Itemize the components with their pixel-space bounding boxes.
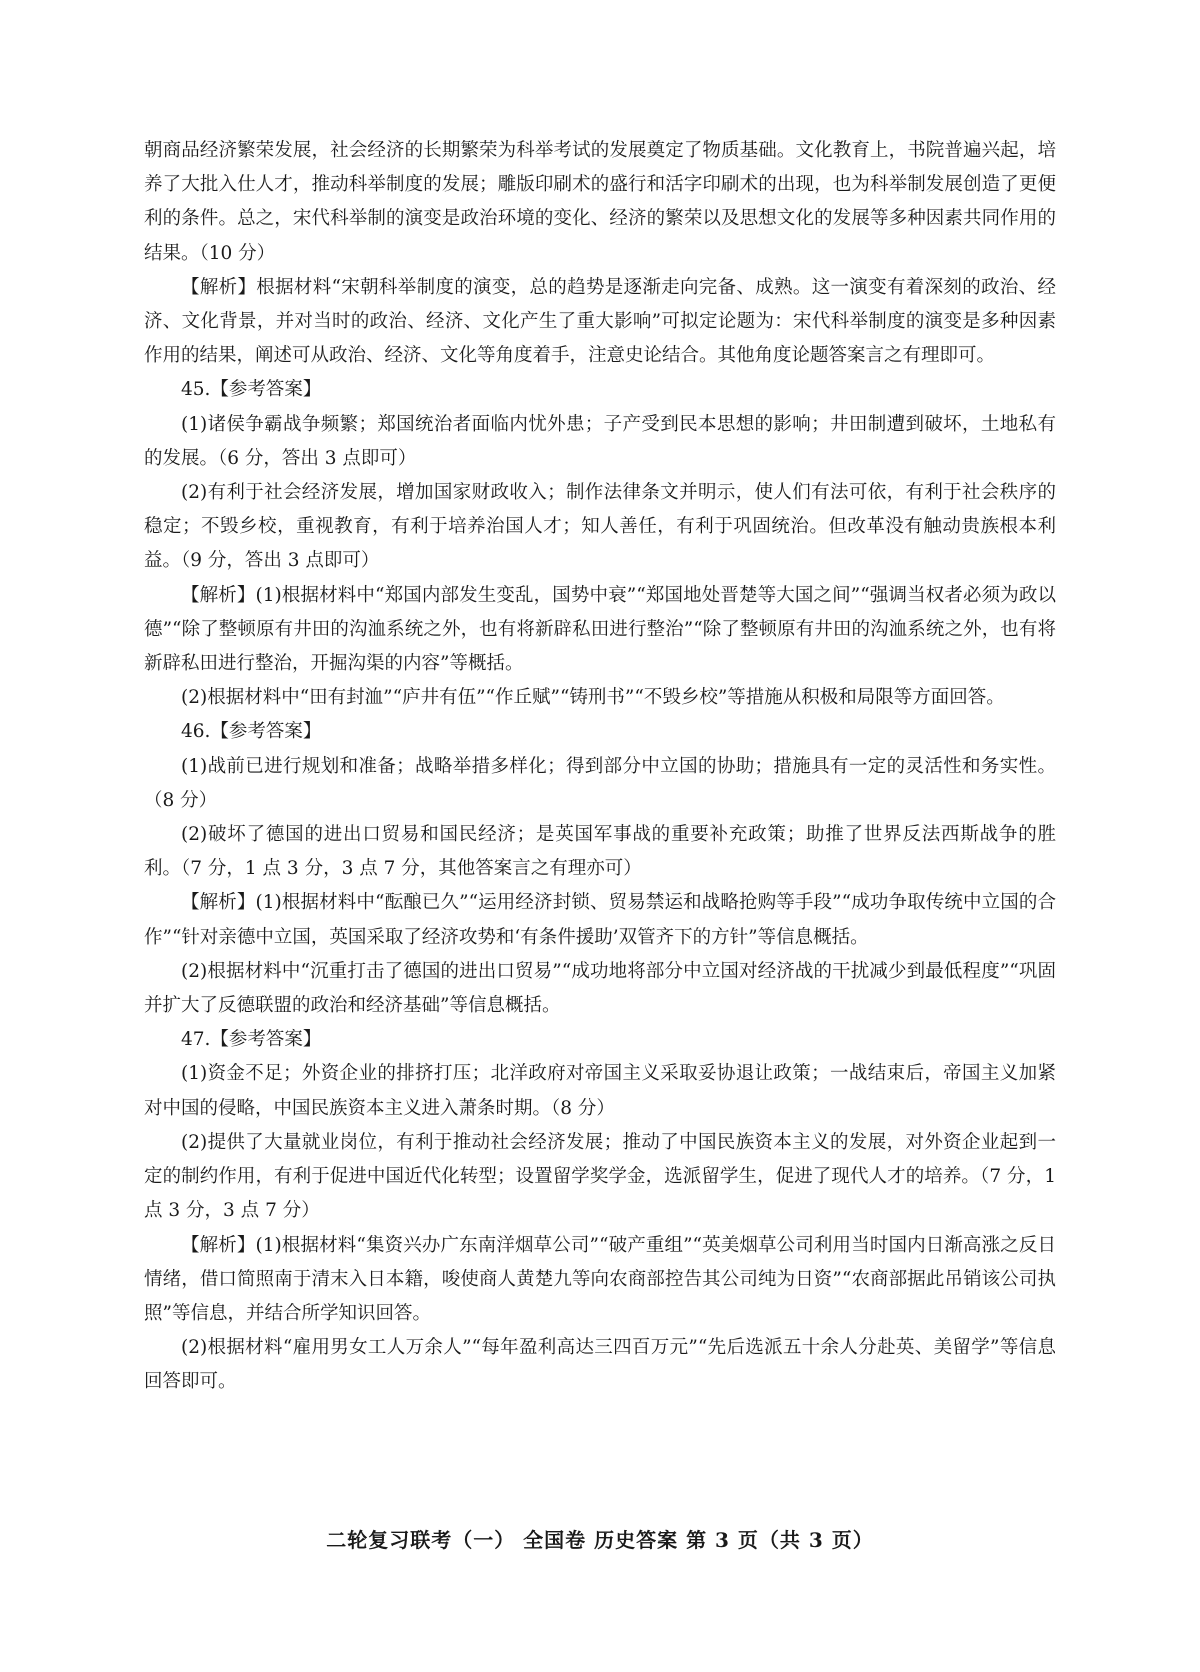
- q45-answer-2: (2)有利于社会经济发展，增加国家财政收入；制作法律条文并明示，使人们有法可依，有利于社会秩序的稳定；不毁乡校，重视教育，有利于培养治国人才；知人善任，有利于巩固统治。但改革没有触动贵族根本利益。（9 分，答出 3 点即可）: [144, 482, 1056, 572]
- q45-analysis-2: (2)根据材料中“田有封洫”“庐井有伍”“作丘赋”“铸刑书”“不毁乡校”等措施从积极和局限等方面回答。: [181, 687, 1005, 709]
- q46-heading: 46.【参考答案】: [181, 721, 322, 743]
- q47-answer-1: (1)资金不足；外资企业的排挤打压；北洋政府对帝国主义采取妥协退让政策；一战结束后，帝国主义加紧对中国的侵略，中国民族资本主义进入萧条时期。（8 分）: [144, 1063, 1056, 1119]
- answer-page-content: [144, 134, 1056, 1400]
- q47-analysis-2: (2)根据材料“雇用男女工人万余人”“每年盈利高达三四百万元”“先后选派五十余人分赴英、美留学”等信息回答即可。: [144, 1337, 1056, 1393]
- q45-analysis-1: 【解析】(1)根据材料中“郑国内部发生变乱，国势中衰”“郑国地处晋楚等大国之间”“强调当权者必须为政以德”“除了整顿原有井田的沟洫系统之外，也有将新辟私田进行整治”“除了整顿原有井田的沟洫系统之外，也有将新辟私田进行整治，开掘沟渠的内容”等概括。: [144, 584, 1056, 675]
- q46-answer-1: (1)战前已进行规划和准备；战略举措多样化；得到部分中立国的协助；措施具有一定的灵活性和务实性。（8 分）: [144, 755, 1056, 811]
- q47-analysis-1: 【解析】(1)根据材料“集资兴办广东南洋烟草公司”“破产重组”“英美烟草公司利用当时国内日渐高涨之反日情绪，借口简照南于清末入日本籍，唆使商人黄楚九等向农商部控告其公司纯为日资”“农商部据此吊销该公司执照”等信息，并结合所学知识回答。: [144, 1234, 1056, 1324]
- q44-analysis: 【解析】根据材料“宋朝科举制度的演变，总的趋势是逐渐走向完备、成熟。这一演变有着深刻的政治、经济、文化背景，并对当时的政治、经济、文化产生了重大影响”可拟定论题为：宋代科举制度的演变是多种因素作用的结果，阐述可从政治、经济、文化等角度着手，注意史论结合。其他角度论题答案言之有理即可。: [144, 276, 1056, 367]
- q44-answer-continuation: 朝商品经济繁荣发展，社会经济的长期繁荣为科举考试的发展奠定了物质基础。文化教育上，书院普遍兴起，培养了大批入仕人才，推动科举制度的发展；雕版印刷术的盛行和活字印刷术的出现，也为科举制发展创造了更便利的条件。总之，宋代科举制的演变是政治环境的变化、经济的繁荣以及思想文化的发展等多种因素共同作用的结果。（10 分）: [144, 140, 1056, 264]
- q45-heading: 45.【参考答案】: [181, 379, 322, 401]
- q47-answer-2: (2)提供了大量就业岗位，有利于推动社会经济发展；推动了中国民族资本主义的发展，对外资企业起到一定的制约作用，有利于促进中国近代化转型；设置留学奖学金，选派留学生，促进了现代人才的培养。（7 分，1 点 3 分，3 点 7 分）: [144, 1131, 1056, 1222]
- q45-answer-1: (1)诸侯争霸战争频繁；郑国统治者面临内忧外患；子产受到民本思想的影响；井田制遭到破坏，土地私有的发展。（6 分，答出 3 点即可）: [144, 413, 1056, 469]
- page-footer: 二轮复习联考（一） 全国卷 历史答案 第 3 页（共 3 页）: [326, 1528, 874, 1552]
- q46-analysis-1: 【解析】(1)根据材料中“酝酿已久”“运用经济封锁、贸易禁运和战略抢购等手段”“成功争取传统中立国的合作”“针对亲德中立国，英国采取了经济攻势和‘有条件援助’双管齐下的方针”等信息概括。: [144, 892, 1056, 948]
- q46-answer-2: (2)破坏了德国的进出口贸易和国民经济；是英国军事战的重要补充政策；助推了世界反法西斯战争的胜利。（7 分，1 点 3 分，3 点 7 分，其他答案言之有理亦可）: [144, 824, 1056, 880]
- q46-analysis-2: (2)根据材料中“沉重打击了德国的进出口贸易”“成功地将部分中立国对经济战的干扰减少到最低程度”“巩固并扩大了反德联盟的政治和经济基础”等信息概括。: [144, 960, 1056, 1017]
- q47-heading: 47.【参考答案】: [181, 1029, 322, 1051]
